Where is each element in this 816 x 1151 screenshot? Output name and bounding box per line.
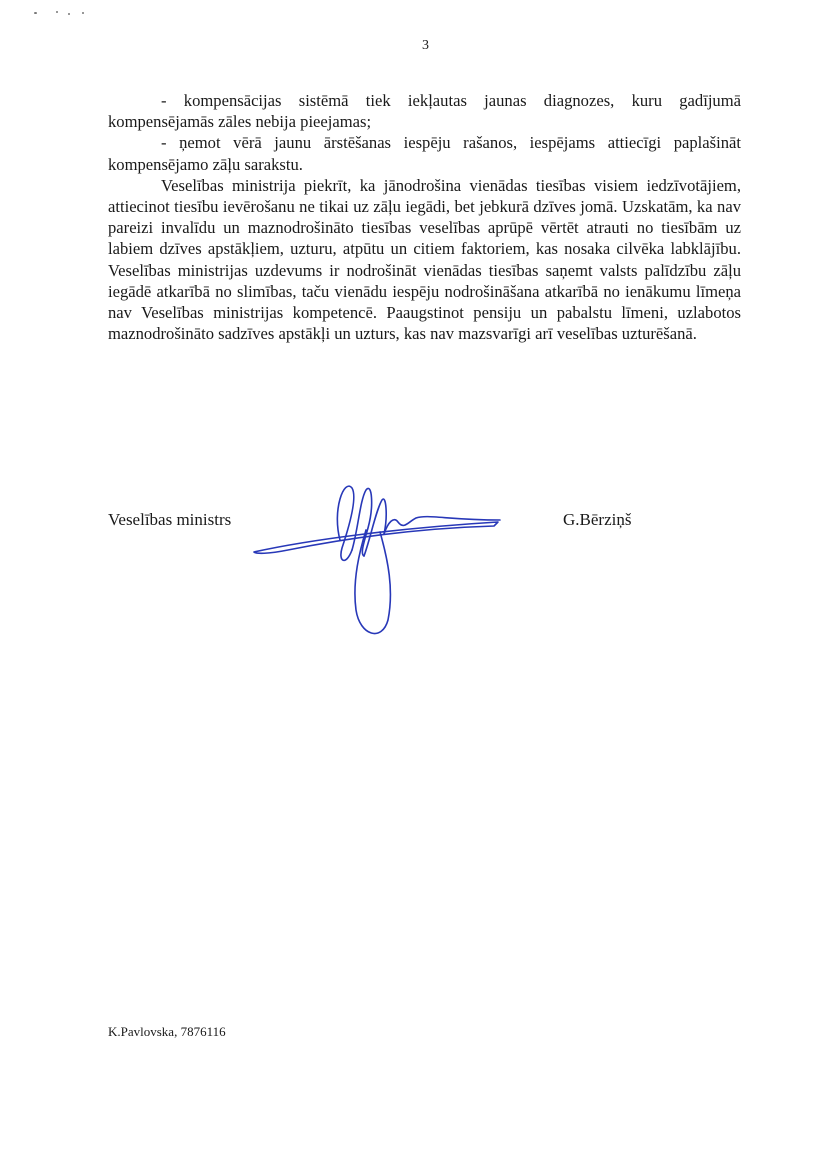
contact-line: K.Pavlovska, 7876116 — [108, 1024, 226, 1039]
signatory-title: Veselības ministrs — [108, 510, 232, 529]
letter-body — [108, 90, 741, 344]
paragraph-bullet-1: - kompensācijas sistēmā tiek iekļautas jaunas diagnozes, kuru gadījumā kompensējamās zāles nebija pieejamas; — [108, 91, 741, 132]
paragraph-main: Veselības ministrija piekrīt, ka jānodrošina vienādas tiesības visiem iedzīvotājiem, attiecinot tiesību ievērošanu ne tikai uz zāļu iegādi, bet jebkurā dzīves jomā. Uzskatām, ka nav pareizi invalīdu un maznodrošināto tiesības veselības aprūpē vērtēt atrauti no tiesībām uz labiem dzīves apstākļiem, uzturu, atpūtu un citiem faktoriem, kas nosaka cilvēka labklājību. Veselības ministrijas uzdevums ir nodrošināt vienādas tiesības saņemt valsts palīdzību zāļu iegādē atkarībā no slimības, taču vienādu iespēju nodrošināšana atkarībā no ienākumu līmeņa nav Veselības ministrijas kompetencē. Paaugstinot pensiju un pabalstu līmeni, uzlabotos maznodrošināto sadzīves apstākļi un uzturs, kas nav mazsvarīgi arī veselības uzturēšanā. — [108, 175, 741, 344]
scan-mark — [56, 11, 58, 13]
scan-mark — [34, 12, 37, 14]
page-number: 3 — [422, 38, 429, 53]
scan-mark — [68, 13, 70, 15]
scan-mark — [82, 12, 84, 14]
paragraph-bullet-2: - ņemot vērā jaunu ārstēšanas iespēju rašanos, iespējams attiecīgi paplašināt kompensējamo zāļu sarakstu. — [108, 133, 741, 174]
signatory-name: G.Bērziņš — [563, 510, 632, 529]
handwritten-signature — [248, 470, 508, 640]
